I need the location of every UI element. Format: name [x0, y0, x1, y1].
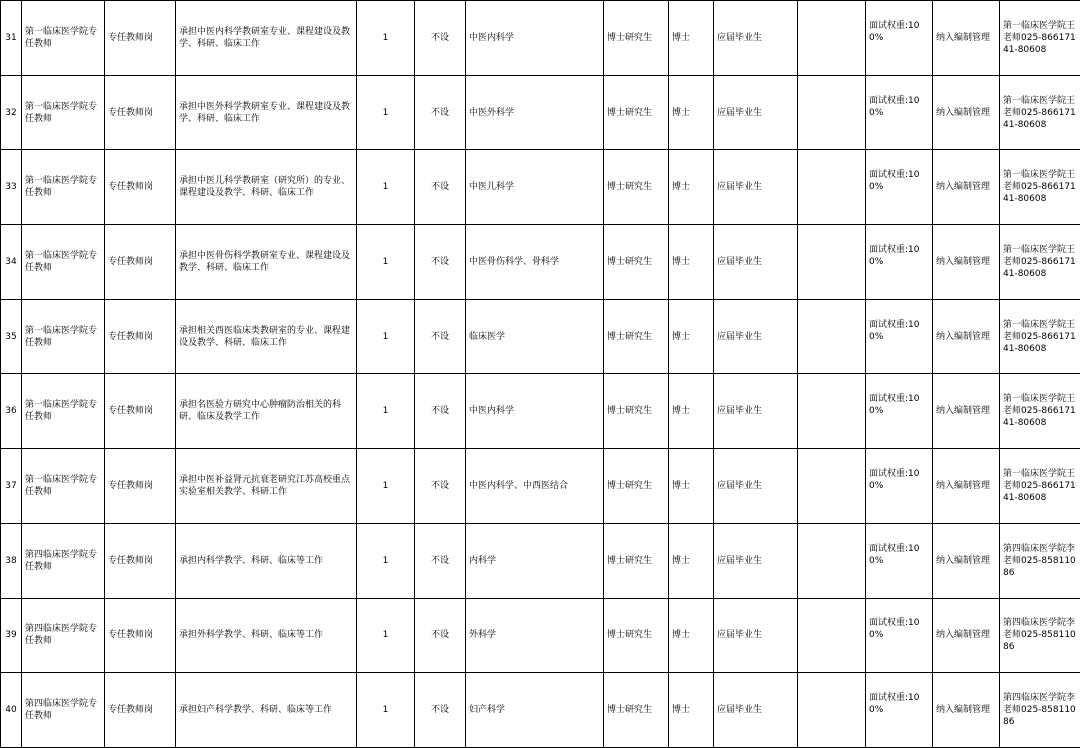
- ratio-cell: 不设: [415, 75, 466, 150]
- contact-cell: 第四临床医学院李老师025-85811086: [1000, 673, 1080, 748]
- table-row: [1, 523, 1080, 598]
- source-cell: 应届毕业生: [714, 523, 798, 598]
- weight-cell: [866, 1, 933, 76]
- major-cell: 内科学: [466, 523, 604, 598]
- degree-cell: 博士: [669, 449, 714, 524]
- row-number-cell: 37: [1, 449, 22, 524]
- other-requirements-cell: [798, 523, 866, 598]
- unit-cell: 第四临床医学院专任教师: [22, 523, 105, 598]
- duty-cell: 承担中医内科学教研室专业、课程建设及教学、科研、临床工作: [176, 1, 357, 76]
- post-cell: 专任教师岗: [105, 523, 176, 598]
- headcount-cell: 1: [357, 150, 415, 225]
- unit-cell: 第一临床医学院专任教师: [22, 75, 105, 150]
- weight-cell: [866, 374, 933, 449]
- row-number-cell: 35: [1, 299, 22, 374]
- other-requirements-cell: [798, 449, 866, 524]
- unit-cell: 第一临床医学院专任教师: [22, 299, 105, 374]
- duty-cell: 承担中医儿科学教研室（研究所）的专业、课程建设及教学、科研、临床工作: [176, 150, 357, 225]
- table-row: [1, 374, 1080, 449]
- education-cell: 博士研究生: [604, 1, 669, 76]
- weight-text: 面试权重:100%: [869, 21, 920, 43]
- post-cell: 专任教师岗: [105, 150, 176, 225]
- degree-cell: 博士: [669, 150, 714, 225]
- ratio-cell: 不设: [415, 150, 466, 225]
- management-cell: 纳入编制管理: [933, 225, 1000, 300]
- row-number-cell: 32: [1, 75, 22, 150]
- contact-cell: 第一临床医学院王老师025-86617141-80608: [1000, 449, 1080, 524]
- contact-cell: 第一临床医学院王老师025-86617141-80608: [1000, 1, 1080, 76]
- post-cell: 专任教师岗: [105, 299, 176, 374]
- duty-cell: 承担外科学教学、科研、临床等工作: [176, 598, 357, 673]
- row-number-cell: 34: [1, 225, 22, 300]
- contact-cell: 第一临床医学院王老师025-86617141-80608: [1000, 374, 1080, 449]
- major-cell: 妇产科学: [466, 673, 604, 748]
- post-cell: 专任教师岗: [105, 225, 176, 300]
- management-cell: 纳入编制管理: [933, 598, 1000, 673]
- degree-cell: 博士: [669, 1, 714, 76]
- contact-cell: 第一临床医学院王老师025-86617141-80608: [1000, 150, 1080, 225]
- education-cell: 博士研究生: [604, 299, 669, 374]
- duty-cell: 承担中医外科学教研室专业、课程建设及教学、科研、临床工作: [176, 75, 357, 150]
- ratio-cell: 不设: [415, 598, 466, 673]
- row-number-cell: 36: [1, 374, 22, 449]
- duty-cell: 承担内科学教学、科研、临床等工作: [176, 523, 357, 598]
- post-cell: 专任教师岗: [105, 75, 176, 150]
- other-requirements-cell: [798, 598, 866, 673]
- degree-cell: 博士: [669, 75, 714, 150]
- other-requirements-cell: [798, 1, 866, 76]
- weight-text: 面试权重:100%: [869, 320, 920, 342]
- contact-cell: 第一临床医学院王老师025-86617141-80608: [1000, 225, 1080, 300]
- contact-cell: 第一临床医学院王老师025-86617141-80608: [1000, 75, 1080, 150]
- ratio-cell: 不设: [415, 523, 466, 598]
- degree-cell: 博士: [669, 374, 714, 449]
- table-row: [1, 150, 1080, 225]
- education-cell: 博士研究生: [604, 75, 669, 150]
- weight-text: 面试权重:100%: [869, 394, 920, 416]
- ratio-cell: 不设: [415, 374, 466, 449]
- major-cell: 中医骨伤科学、骨科学: [466, 225, 604, 300]
- education-cell: 博士研究生: [604, 150, 669, 225]
- weight-cell: [866, 673, 933, 748]
- ratio-cell: 不设: [415, 225, 466, 300]
- duty-cell: 承担名医验方研究中心肿瘤防治相关的科研、临床及教学工作: [176, 374, 357, 449]
- headcount-cell: 1: [357, 374, 415, 449]
- other-requirements-cell: [798, 299, 866, 374]
- post-cell: 专任教师岗: [105, 374, 176, 449]
- degree-cell: 博士: [669, 299, 714, 374]
- source-cell: 应届毕业生: [714, 150, 798, 225]
- contact-cell: 第四临床医学院李老师025-85811086: [1000, 598, 1080, 673]
- ratio-cell: 不设: [415, 299, 466, 374]
- row-number-cell: 40: [1, 673, 22, 748]
- source-cell: 应届毕业生: [714, 673, 798, 748]
- weight-text: 面试权重:100%: [869, 469, 920, 491]
- headcount-cell: 1: [357, 449, 415, 524]
- management-cell: 纳入编制管理: [933, 449, 1000, 524]
- weight-text: 面试权重:100%: [869, 170, 920, 192]
- unit-cell: 第一临床医学院专任教师: [22, 1, 105, 76]
- duty-cell: 承担中医补益肾元抗衰老研究江苏高校重点实验室相关教学、科研工作: [176, 449, 357, 524]
- unit-cell: 第一临床医学院专任教师: [22, 150, 105, 225]
- weight-cell: [866, 299, 933, 374]
- source-cell: 应届毕业生: [714, 1, 798, 76]
- table-row: [1, 225, 1080, 300]
- other-requirements-cell: [798, 374, 866, 449]
- management-cell: 纳入编制管理: [933, 75, 1000, 150]
- degree-cell: 博士: [669, 225, 714, 300]
- post-cell: 专任教师岗: [105, 598, 176, 673]
- table-row: [1, 449, 1080, 524]
- headcount-cell: 1: [357, 75, 415, 150]
- row-number-cell: 31: [1, 1, 22, 76]
- major-cell: 中医外科学: [466, 75, 604, 150]
- weight-cell: [866, 523, 933, 598]
- source-cell: 应届毕业生: [714, 75, 798, 150]
- row-number-cell: 33: [1, 150, 22, 225]
- table-row: [1, 1, 1080, 76]
- other-requirements-cell: [798, 75, 866, 150]
- degree-cell: 博士: [669, 523, 714, 598]
- table-row: [1, 673, 1080, 748]
- weight-cell: [866, 225, 933, 300]
- education-cell: 博士研究生: [604, 598, 669, 673]
- major-cell: 中医内科学、中西医结合: [466, 449, 604, 524]
- table-row: [1, 299, 1080, 374]
- ratio-cell: 不设: [415, 1, 466, 76]
- duty-cell: 承担中医骨伤科学教研室专业、课程建设及教学、科研、临床工作: [176, 225, 357, 300]
- weight-text: 面试权重:100%: [869, 544, 920, 566]
- headcount-cell: 1: [357, 673, 415, 748]
- major-cell: 临床医学: [466, 299, 604, 374]
- management-cell: 纳入编制管理: [933, 299, 1000, 374]
- other-requirements-cell: [798, 673, 866, 748]
- row-number-cell: 39: [1, 598, 22, 673]
- source-cell: 应届毕业生: [714, 299, 798, 374]
- weight-text: 面试权重:100%: [869, 96, 920, 118]
- contact-cell: 第一临床医学院王老师025-86617141-80608: [1000, 299, 1080, 374]
- education-cell: 博士研究生: [604, 523, 669, 598]
- row-number-cell: 38: [1, 523, 22, 598]
- source-cell: 应届毕业生: [714, 374, 798, 449]
- weight-text: 面试权重:100%: [869, 618, 920, 640]
- contact-cell: 第四临床医学院李老师025-85811086: [1000, 523, 1080, 598]
- management-cell: 纳入编制管理: [933, 150, 1000, 225]
- unit-cell: 第一临床医学院专任教师: [22, 225, 105, 300]
- education-cell: 博士研究生: [604, 449, 669, 524]
- unit-cell: 第四临床医学院专任教师: [22, 598, 105, 673]
- source-cell: 应届毕业生: [714, 225, 798, 300]
- unit-cell: 第一临床医学院专任教师: [22, 449, 105, 524]
- table-body: [1, 1, 1080, 748]
- duty-cell: 承担相关西医临床类教研室的专业、课程建设及教学、科研、临床工作: [176, 299, 357, 374]
- other-requirements-cell: [798, 150, 866, 225]
- post-cell: 专任教师岗: [105, 449, 176, 524]
- headcount-cell: 1: [357, 299, 415, 374]
- headcount-cell: 1: [357, 598, 415, 673]
- headcount-cell: 1: [357, 523, 415, 598]
- other-requirements-cell: [798, 225, 866, 300]
- unit-cell: 第四临床医学院专任教师: [22, 673, 105, 748]
- weight-cell: [866, 75, 933, 150]
- management-cell: 纳入编制管理: [933, 1, 1000, 76]
- table-row: [1, 75, 1080, 150]
- weight-cell: [866, 449, 933, 524]
- source-cell: 应届毕业生: [714, 598, 798, 673]
- duty-cell: 承担妇产科学教学、科研、临床等工作: [176, 673, 357, 748]
- major-cell: 中医儿科学: [466, 150, 604, 225]
- post-cell: 专任教师岗: [105, 673, 176, 748]
- management-cell: 纳入编制管理: [933, 673, 1000, 748]
- management-cell: 纳入编制管理: [933, 523, 1000, 598]
- degree-cell: 博士: [669, 598, 714, 673]
- weight-cell: [866, 150, 933, 225]
- degree-cell: 博士: [669, 673, 714, 748]
- education-cell: 博士研究生: [604, 673, 669, 748]
- post-cell: 专任教师岗: [105, 1, 176, 76]
- weight-cell: [866, 598, 933, 673]
- major-cell: 外科学: [466, 598, 604, 673]
- weight-text: 面试权重:100%: [869, 693, 920, 715]
- ratio-cell: 不设: [415, 673, 466, 748]
- education-cell: 博士研究生: [604, 225, 669, 300]
- management-cell: 纳入编制管理: [933, 374, 1000, 449]
- weight-text: 面试权重:100%: [869, 245, 920, 267]
- unit-cell: 第一临床医学院专任教师: [22, 374, 105, 449]
- major-cell: 中医内科学: [466, 1, 604, 76]
- source-cell: 应届毕业生: [714, 449, 798, 524]
- headcount-cell: 1: [357, 225, 415, 300]
- education-cell: 博士研究生: [604, 374, 669, 449]
- table-row: [1, 598, 1080, 673]
- major-cell: 中医内科学: [466, 374, 604, 449]
- ratio-cell: 不设: [415, 449, 466, 524]
- headcount-cell: 1: [357, 1, 415, 76]
